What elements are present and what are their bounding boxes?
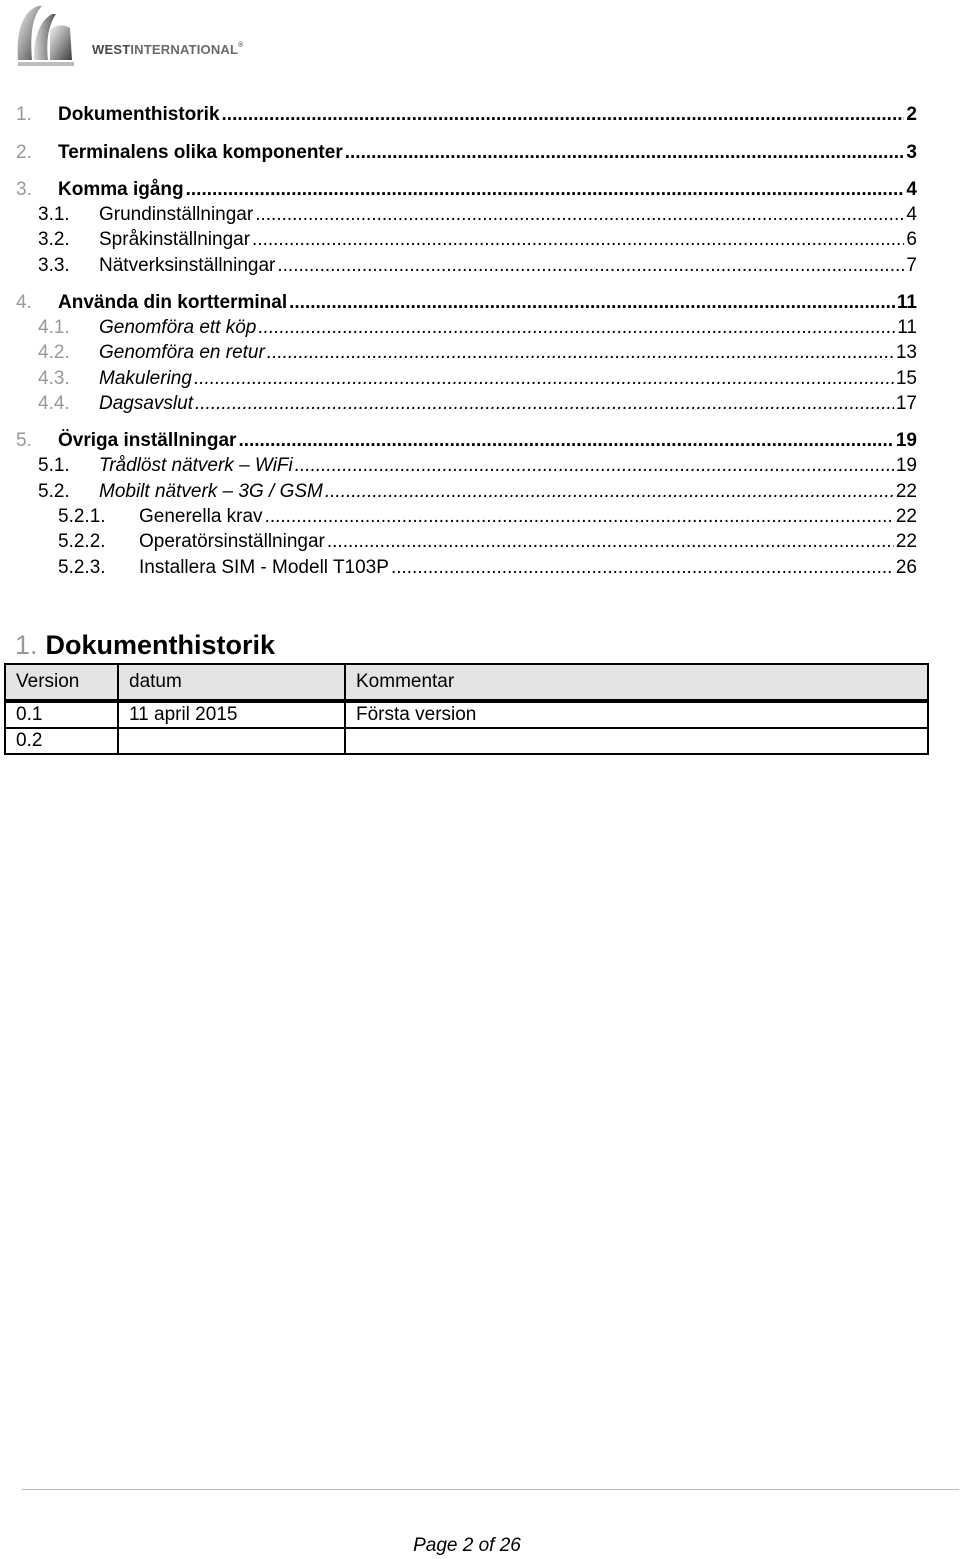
toc-leader-dots [345, 142, 905, 164]
toc-entry-title: Trådlöst nätverk – WiFi [99, 455, 293, 476]
toc-entry-title: Makulering [99, 368, 192, 389]
table-header-row [5, 664, 928, 701]
toc-entry-page: 2 [906, 104, 917, 125]
toc-entry-page: 3 [906, 142, 917, 163]
table-row [5, 728, 928, 754]
toc-entry-title: Mobilt nätverk – 3G / GSM [99, 481, 323, 502]
toc-entry-title: Övriga inställningar [58, 430, 237, 451]
toc-entry-number: 5.2.2. [58, 531, 106, 552]
toc-entry-line [99, 255, 917, 277]
toc-entry-title: Generella krav [139, 506, 263, 527]
section-heading [15, 630, 275, 661]
toc-entry[interactable] [0, 368, 917, 392]
toc-entry-number: 3.3. [38, 255, 70, 276]
toc-entry-page: 7 [906, 255, 917, 276]
toc-leader-dots [238, 430, 893, 452]
cell-version: 0.2 [5, 728, 118, 754]
toc-entry-page: 22 [895, 531, 917, 552]
toc-entry-line [99, 393, 917, 415]
toc-entry-page: 4 [906, 179, 917, 200]
cell-datum: 11 april 2015 [118, 701, 345, 728]
toc-entry-number: 4.1. [38, 317, 70, 338]
toc-entry-number: 3. [16, 179, 32, 200]
toc-entry[interactable] [0, 506, 917, 530]
toc-entry-title: Dagsavslut [99, 393, 193, 414]
document-history-table [4, 663, 929, 755]
toc-entry-line [99, 317, 917, 339]
toc-entry[interactable] [0, 557, 917, 581]
toc-entry-line [139, 506, 917, 528]
toc-entry-title: Genomföra ett köp [99, 317, 257, 338]
toc-leader-dots [325, 481, 894, 503]
toc-entry-line [58, 142, 917, 164]
toc-leader-dots [186, 179, 905, 201]
toc-entry-title: Använda din kortterminal [58, 292, 288, 313]
toc-leader-dots [195, 393, 894, 415]
toc-entry[interactable] [0, 531, 917, 555]
toc-entry-line [99, 229, 917, 251]
header-kommentar: Kommentar [345, 664, 928, 701]
toc-leader-dots [265, 506, 894, 528]
toc-entry-number: 3.1. [38, 204, 70, 225]
toc-leader-dots [252, 229, 904, 251]
toc-entry-title: Grundinställningar [99, 204, 254, 225]
toc-entry-line [58, 104, 917, 126]
toc-entry-page: 17 [895, 393, 917, 414]
toc-entry[interactable] [0, 393, 917, 417]
toc-entry-title: Komma igång [58, 179, 184, 200]
toc-entry-number: 5. [16, 430, 32, 451]
toc-entry[interactable] [0, 179, 917, 203]
toc-entry-title: Operatörsinställningar [139, 531, 325, 552]
toc-leader-dots [277, 255, 904, 277]
toc-entry[interactable] [0, 255, 917, 279]
toc-leader-dots [222, 104, 905, 126]
toc-entry-line [139, 557, 917, 579]
toc-entry-page: 19 [895, 430, 917, 451]
toc-entry-page: 22 [895, 481, 917, 502]
toc-entry-page: 11 [896, 292, 917, 313]
toc-entry-page: 22 [895, 506, 917, 527]
westinternational-logo [12, 2, 242, 68]
toc-entry-number: 4.3. [38, 368, 70, 389]
logo-wordmark: WESTINTERNATIONAL® [92, 42, 244, 57]
toc-leader-dots [391, 557, 894, 579]
toc-entry[interactable] [0, 317, 917, 341]
cell-kommentar [345, 728, 928, 754]
toc-entry-number: 4.2. [38, 342, 70, 363]
toc-entry-line [58, 292, 917, 314]
footer-divider [22, 1489, 959, 1490]
toc-entry-number: 4. [16, 292, 32, 313]
toc-entry-line [99, 481, 917, 503]
toc-entry[interactable] [0, 292, 917, 316]
toc-entry-title: Dokumenthistorik [58, 104, 220, 125]
toc-entry-title: Installera SIM - Modell T103P [139, 557, 389, 578]
toc-entry-number: 4.4. [38, 393, 70, 414]
toc-entry-page: 4 [906, 204, 917, 225]
toc-entry-page: 15 [895, 368, 917, 389]
toc-entry-number: 5.2.3. [58, 557, 106, 578]
toc-entry-title: Genomföra en retur [99, 342, 265, 363]
toc-entry-line [99, 368, 917, 390]
toc-leader-dots [267, 342, 894, 364]
toc-entry-number: 5.1. [38, 455, 70, 476]
cell-datum [118, 728, 345, 754]
toc-entry-page: 13 [895, 342, 917, 363]
toc-entry-title: Språkinställningar [99, 229, 251, 250]
toc-entry-page: 26 [895, 557, 917, 578]
toc-entry[interactable] [0, 481, 917, 505]
section-number: 1. [15, 630, 38, 660]
table-row [5, 701, 928, 728]
toc-entry[interactable] [0, 430, 917, 454]
toc-entry[interactable] [0, 455, 917, 479]
page-number: Page 2 of 26 [413, 1535, 521, 1556]
toc-entry-number: 5.2.1. [58, 506, 106, 527]
logo-mark-icon [12, 2, 82, 68]
toc-entry-page: 11 [897, 317, 917, 338]
toc-entry-line [58, 430, 917, 452]
header-version: Version [5, 664, 118, 701]
toc-entry-page: 6 [906, 229, 917, 250]
toc-entry-page: 19 [895, 455, 917, 476]
toc-entry[interactable] [0, 204, 917, 228]
header-datum: datum [118, 664, 345, 701]
toc-entry-title: Nätverksinställningar [99, 255, 276, 276]
toc-entry-number: 1. [16, 104, 32, 125]
toc-entry-number: 3.2. [38, 229, 70, 250]
toc-entry-number: 5.2. [38, 481, 70, 502]
toc-entry[interactable] [0, 104, 917, 128]
toc-entry-line [139, 531, 917, 553]
toc-entry-title: Terminalens olika komponenter [58, 142, 343, 163]
toc-entry[interactable] [0, 142, 917, 166]
toc-entry-line [99, 342, 917, 364]
toc-entry-number: 2. [16, 142, 32, 163]
toc-leader-dots [327, 531, 894, 553]
section-title: Dokumenthistorik [45, 630, 276, 660]
toc-entry[interactable] [0, 229, 917, 253]
toc-leader-dots [255, 204, 904, 226]
toc-entry-line [99, 204, 917, 226]
toc-entry-line [99, 455, 917, 477]
toc-leader-dots [289, 292, 895, 314]
toc-entry-line [58, 179, 917, 201]
toc-leader-dots [194, 368, 894, 390]
toc-leader-dots [295, 455, 894, 477]
toc-leader-dots [258, 317, 895, 339]
cell-version: 0.1 [5, 701, 118, 728]
toc-entry[interactable] [0, 342, 917, 366]
cell-kommentar: Första version [345, 701, 928, 728]
